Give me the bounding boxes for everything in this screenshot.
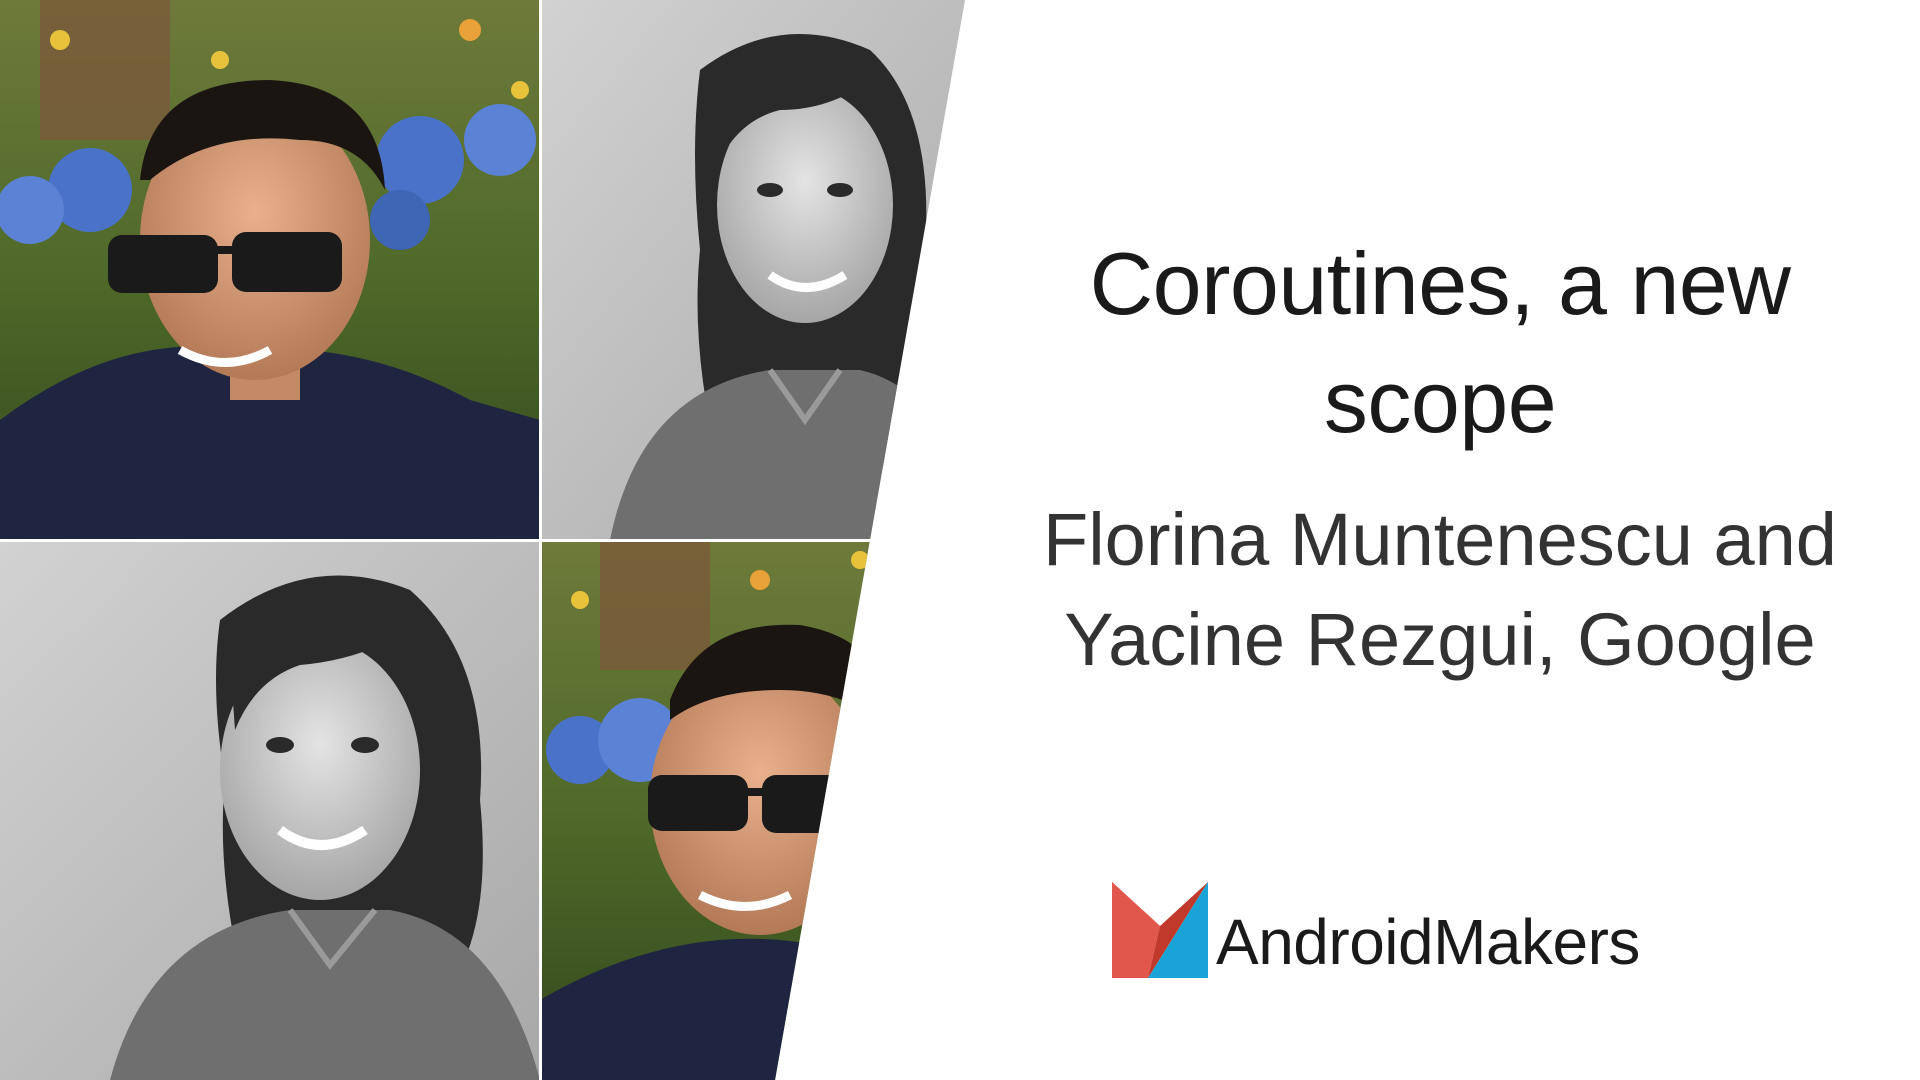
photo-man-top-left xyxy=(0,0,540,540)
talk-title-line-1: Coroutines, a new xyxy=(1089,234,1791,333)
talk-title-line-2: scope xyxy=(1323,352,1557,451)
speakers-line-1: Florina Muntenescu and xyxy=(1043,498,1837,581)
photo-woman-bottom-left xyxy=(0,540,540,1080)
photo-woman-top-right xyxy=(540,0,980,540)
android-makers-logo-text: AndroidMakers xyxy=(1216,906,1640,978)
photo-man-bottom-right xyxy=(540,540,980,1080)
speakers-line-2: Yacine Rezgui, Google xyxy=(1064,598,1816,681)
android-makers-logo xyxy=(1112,878,1640,978)
android-makers-logo-icon xyxy=(1112,882,1208,978)
speakers xyxy=(1000,490,1880,690)
talk-title xyxy=(1000,225,1880,461)
